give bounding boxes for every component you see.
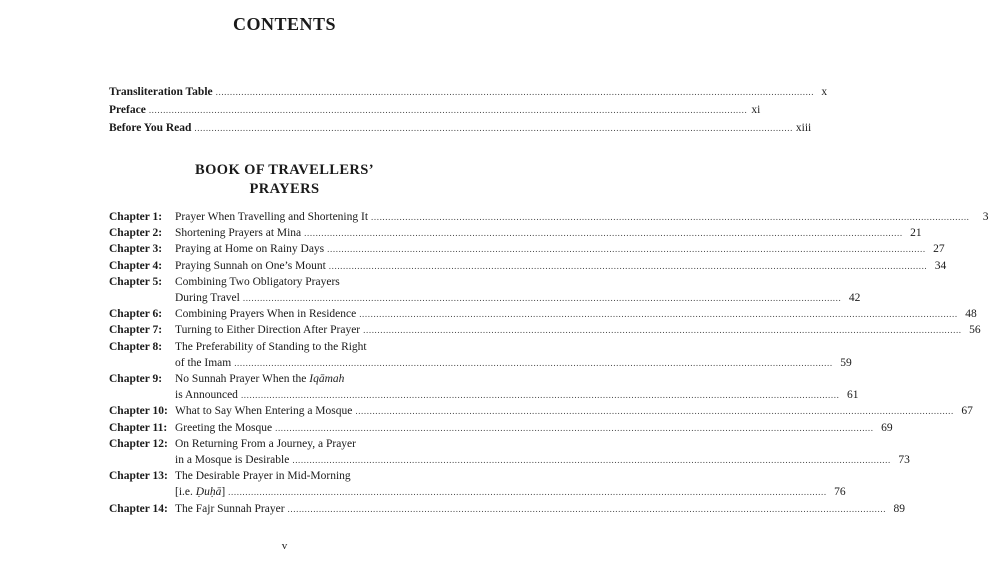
chapter-entry[interactable] — [109, 209, 989, 225]
chapter-page: 48 — [965, 308, 977, 321]
toc-entry-page: x — [821, 86, 828, 98]
chapter-title-continued: During Travel — [175, 292, 240, 305]
chapter-title: Turning to Either Direction After Prayer — [175, 324, 361, 337]
front-matter-list — [109, 86, 828, 140]
chapter-title-block — [175, 258, 946, 274]
chapter-title-continued: [i.e. Ḍuḥā] — [175, 486, 226, 499]
dot-leader — [363, 322, 962, 338]
chapter-number: Chapter 7: — [109, 324, 163, 337]
dot-leader — [371, 209, 970, 225]
chapter-page: 21 — [910, 227, 922, 240]
chapter-title: Praying Sunnah on One’s Mount — [175, 259, 326, 272]
chapter-page: 61 — [846, 389, 859, 402]
toc-entry-before-you-read[interactable] — [109, 122, 812, 140]
chapter-number: Chapter 12: — [109, 437, 168, 450]
chapter-number: Chapter 11: — [109, 421, 168, 434]
chapter-entry[interactable] — [109, 225, 922, 241]
chapter-number: Chapter 8: — [109, 340, 163, 353]
dot-leader — [243, 290, 842, 306]
toc-entry-label: Preface — [109, 104, 146, 116]
chapter-entry[interactable] — [109, 274, 861, 306]
book-title — [0, 161, 569, 199]
chapter-title: The Desirable Prayer in Mid-Morning — [175, 470, 351, 483]
chapter-entry[interactable] — [109, 241, 945, 257]
chapter-title-block — [175, 322, 981, 338]
toc-entry-label: Transliteration Table — [109, 86, 213, 98]
toc-entry-transliteration-table[interactable] — [109, 86, 828, 104]
chapter-page: 27 — [933, 243, 945, 256]
chapter-page: 76 — [834, 486, 846, 499]
chapter-number: Chapter 10: — [109, 405, 168, 418]
chapter-entry[interactable] — [109, 403, 973, 419]
chapter-entry[interactable] — [109, 420, 893, 436]
page-title: CONTENTS — [232, 14, 337, 34]
book-title-line-1: BOOK OF TRAVELLERS’ — [195, 162, 374, 178]
dot-leader — [149, 105, 748, 115]
chapter-page: 34 — [934, 259, 947, 272]
dot-leader — [355, 403, 954, 419]
chapter-page: 89 — [893, 502, 906, 515]
chapter-title-continued: of the Imam — [175, 356, 232, 369]
chapter-title-block — [175, 436, 910, 468]
chapter-title-block — [175, 225, 922, 241]
dot-leader — [304, 225, 903, 241]
chapter-entry[interactable] — [109, 306, 977, 322]
dot-leader — [329, 258, 928, 274]
chapter-number: Chapter 2: — [109, 227, 163, 240]
chapter-title-block — [175, 420, 893, 436]
chapter-page: 42 — [848, 292, 861, 305]
chapter-title-block — [175, 241, 945, 257]
chapter-page: 56 — [969, 324, 981, 337]
chapter-number: Chapter 4: — [109, 259, 163, 272]
chapter-title-block — [175, 274, 860, 306]
footer-page-number: v — [281, 540, 288, 552]
chapter-title-block — [175, 468, 846, 500]
chapter-title: No Sunnah Prayer When the Iqāmah — [175, 373, 345, 386]
chapter-entry[interactable] — [109, 258, 947, 274]
chapter-number: Chapter 6: — [109, 308, 163, 321]
chapter-title-continued: is Announced — [175, 389, 238, 402]
chapter-number: Chapter 14: — [109, 502, 168, 515]
chapter-title-block — [175, 339, 852, 371]
chapter-number: Chapter 9: — [109, 373, 163, 386]
dot-leader — [327, 241, 926, 257]
dot-leader — [194, 123, 793, 133]
chapter-title: Combining Two Obligatory Prayers — [175, 275, 340, 288]
chapter-page: 67 — [961, 405, 973, 418]
toc-entry-preface[interactable] — [109, 104, 761, 122]
chapter-entry[interactable] — [109, 371, 859, 403]
toc-entry-page: xi — [751, 104, 761, 116]
dot-leader — [288, 501, 887, 517]
chapter-entry[interactable] — [109, 468, 846, 500]
chapter-title: On Returning From a Journey, a Prayer — [175, 437, 356, 450]
chapter-title-block — [175, 371, 858, 403]
chapter-entry[interactable] — [109, 501, 906, 517]
chapter-title-block — [175, 209, 989, 225]
chapter-title: Greeting the Mosque — [175, 421, 273, 434]
chapter-page: 73 — [898, 454, 910, 467]
chapter-page: 59 — [840, 356, 852, 369]
chapter-title: What to Say When Entering a Mosque — [175, 405, 353, 418]
chapter-title: Combining Prayers When in Residence — [175, 308, 357, 321]
dot-leader — [359, 306, 958, 322]
chapter-number: Chapter 3: — [109, 243, 163, 256]
chapter-title: Prayer When Travelling and Shortening It — [175, 211, 369, 223]
chapter-list — [109, 209, 989, 517]
chapter-title: Shortening Prayers at Mina — [175, 227, 302, 240]
chapter-title: The Preferability of Standing to the Right — [175, 340, 367, 353]
dot-leader — [234, 355, 833, 371]
dot-leader — [216, 87, 815, 97]
chapter-title-block — [175, 306, 977, 322]
dot-leader — [275, 420, 874, 436]
dot-leader — [292, 452, 891, 468]
book-title-line-2: PRAYERS — [249, 181, 320, 197]
dot-leader — [228, 484, 827, 500]
chapter-number: Chapter 1: — [109, 211, 163, 223]
toc-entry-label: Before You Read — [109, 122, 192, 134]
chapter-title-continued: in a Mosque is Desirable — [175, 454, 290, 467]
chapter-entry[interactable] — [109, 339, 852, 371]
chapter-page: 3 — [982, 211, 989, 223]
chapter-page: 69 — [881, 421, 893, 434]
chapter-entry[interactable] — [109, 436, 910, 468]
chapter-number: Chapter 13: — [109, 470, 168, 483]
chapter-title: Praying at Home on Rainy Days — [175, 243, 325, 256]
chapter-number: Chapter 5: — [109, 275, 163, 288]
chapter-title-block — [175, 501, 905, 517]
chapter-title: The Fajr Sunnah Prayer — [175, 502, 285, 515]
toc-entry-page: xiii — [795, 122, 812, 134]
chapter-title-block — [175, 403, 973, 419]
chapter-entry[interactable] — [109, 322, 981, 338]
dot-leader — [241, 387, 840, 403]
